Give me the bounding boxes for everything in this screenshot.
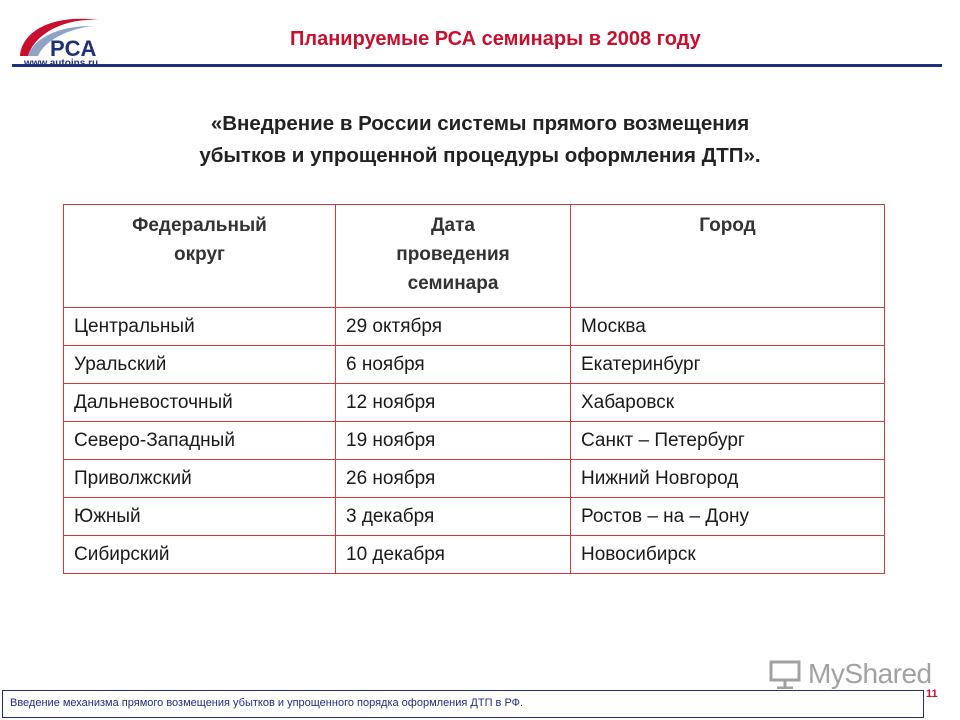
district-cell: Северо-Западный bbox=[64, 422, 336, 460]
footer-bar bbox=[2, 690, 924, 718]
district-cell: Дальневосточный bbox=[64, 384, 336, 422]
seminar-schedule-table bbox=[63, 204, 885, 574]
table-row bbox=[64, 422, 885, 460]
date-cell: 3 декабря bbox=[336, 498, 571, 536]
city-cell: Санкт – Петербург bbox=[571, 422, 885, 460]
date-cell: 26 ноября bbox=[336, 460, 571, 498]
city-cell: Ростов – на – Дону bbox=[571, 498, 885, 536]
date-cell: 19 ноября bbox=[336, 422, 571, 460]
city-cell: Новосибирск bbox=[571, 536, 885, 574]
footer-text: Введение механизма прямого возмещения убытков и упрощенного порядка оформления ДТП в РФ. bbox=[10, 697, 524, 709]
city-cell: Москва bbox=[571, 308, 885, 346]
date-cell: 10 декабря bbox=[336, 536, 571, 574]
table-row bbox=[64, 460, 885, 498]
date-cell: 12 ноября bbox=[336, 384, 571, 422]
page-title: Планируемые РСА семинары в 2008 году bbox=[290, 28, 701, 50]
city-cell: Екатеринбург bbox=[571, 346, 885, 384]
header-federal-district: Федеральный округ bbox=[64, 205, 336, 308]
city-cell: Хабаровск bbox=[571, 384, 885, 422]
city-cell: Нижний Новгород bbox=[571, 460, 885, 498]
subtitle-line-1: «Внедрение в России системы прямого возмещения bbox=[210, 112, 750, 135]
table-header-row bbox=[64, 205, 885, 308]
watermark-text: MyShared bbox=[808, 658, 932, 689]
date-cell: 29 октября bbox=[336, 308, 571, 346]
header-city: Город bbox=[571, 205, 885, 308]
myshared-watermark bbox=[768, 656, 932, 692]
table-row bbox=[64, 384, 885, 422]
header-divider bbox=[12, 64, 942, 67]
district-cell: Уральский bbox=[64, 346, 336, 384]
table-row bbox=[64, 346, 885, 384]
subtitle-line-2: убытков и упрощенной процедуры оформления ДТП». bbox=[199, 144, 761, 167]
seminar-subtitle bbox=[60, 108, 900, 172]
district-cell: Южный bbox=[64, 498, 336, 536]
district-cell: Центральный bbox=[64, 308, 336, 346]
table-row bbox=[64, 308, 885, 346]
page-number: 11 bbox=[926, 688, 938, 700]
table-row bbox=[64, 498, 885, 536]
presentation-board-icon bbox=[768, 659, 802, 689]
district-cell: Сибирский bbox=[64, 536, 336, 574]
header-seminar-date: Дата проведения семинара bbox=[336, 205, 571, 308]
district-cell: Приволжский bbox=[64, 460, 336, 498]
table-row bbox=[64, 536, 885, 574]
date-cell: 6 ноября bbox=[336, 346, 571, 384]
rsa-logo-swoosh-icon bbox=[14, 12, 114, 62]
rsa-logo-letters: PCA bbox=[50, 36, 97, 61]
